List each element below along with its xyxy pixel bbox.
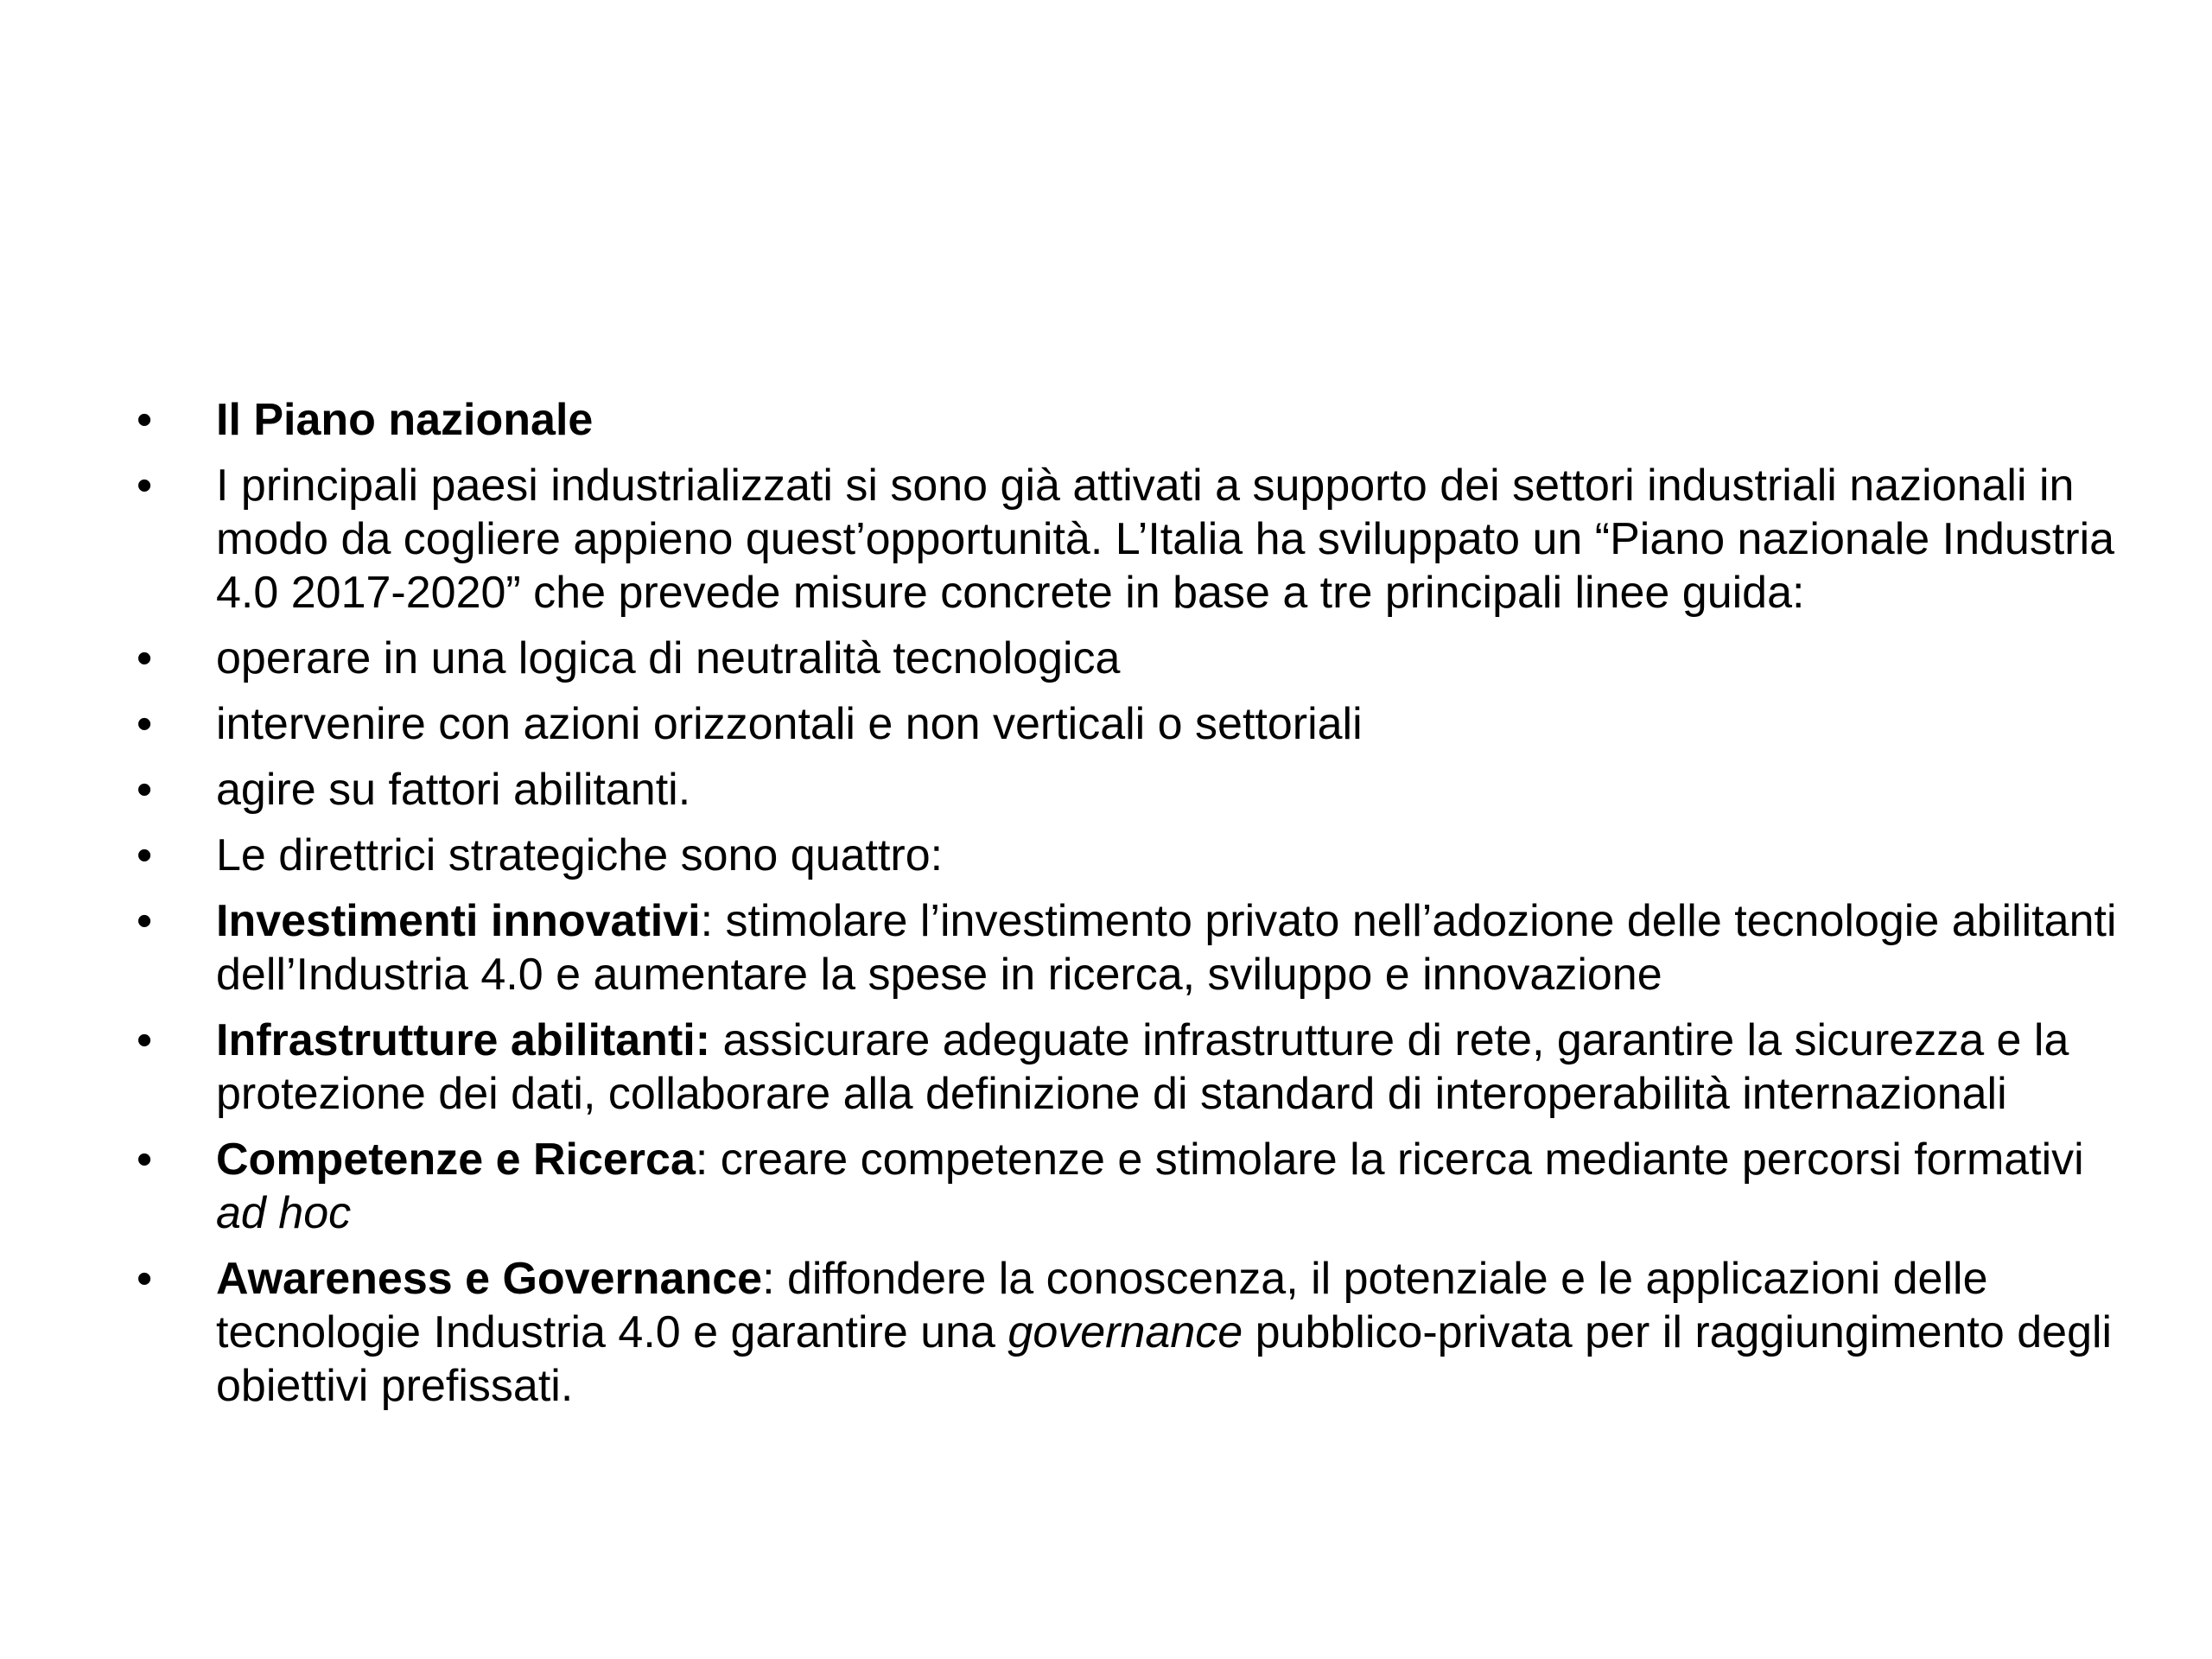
- item-heading: Il Piano nazionale: [216, 395, 594, 445]
- bullet-item-awareness: [130, 1252, 2117, 1413]
- item-italic: governance: [1007, 1307, 1243, 1357]
- bullet-item-infrastrutture: [130, 1014, 2117, 1121]
- bullet-item-investimenti: [130, 894, 2117, 1001]
- item-heading: Competenze e Ricerca: [216, 1135, 696, 1185]
- bullet-item-fattori-abilitanti: [130, 763, 2117, 817]
- bullet-icon: •: [137, 1135, 153, 1185]
- bullet-icon: •: [137, 395, 153, 445]
- item-text: : creare competenze e stimolare la ricerca mediante percorsi formativi: [695, 1135, 2084, 1185]
- bullet-icon: •: [137, 765, 153, 815]
- bullet-icon: •: [137, 830, 153, 880]
- item-text: : stimolare l’investimento privato nell’adozione delle tecnologie abilitanti dell’Industria 4.0 e aumentare la spese in ricerca, sviluppo e innovazione: [216, 896, 2117, 1000]
- bullet-icon: •: [137, 1254, 153, 1304]
- bullet-item-azioni-orizzontali: [130, 697, 2117, 751]
- bullet-list: [130, 393, 2117, 1413]
- bullet-icon: •: [137, 461, 153, 511]
- item-text-continued: pubblico-privata per il raggiungimento degli obiettivi prefissati.: [216, 1307, 2113, 1411]
- bullet-icon: •: [137, 1015, 153, 1065]
- item-heading: Infrastrutture abilitanti:: [216, 1015, 711, 1065]
- item-text: operare in una logica di neutralità tecnologica: [216, 633, 1121, 683]
- bullet-icon: •: [137, 699, 153, 749]
- item-heading: Awareness e Governance: [216, 1254, 763, 1304]
- item-text: assicurare adeguate infrastrutture di rete, garantire la sicurezza e la protezione dei dati, collaborare alla definizione di standard di interoperabilità internazionali: [216, 1015, 2069, 1119]
- bullet-item-neutralita: [130, 632, 2117, 685]
- item-text: intervenire con azioni orizzontali e non verticali o settoriali: [216, 699, 1363, 749]
- bullet-item-piano-nazionale: [130, 393, 2117, 447]
- item-text: agire su fattori abilitanti.: [216, 765, 691, 815]
- bullet-icon: •: [137, 896, 153, 946]
- bullet-item-direttrici: [130, 829, 2117, 882]
- slide-body: [130, 393, 2117, 1425]
- bullet-icon: •: [137, 633, 153, 683]
- item-text: : diffondere la conoscenza, il potenziale e le applicazioni delle tecnologie Industria 4.0 e garantire una: [216, 1254, 1988, 1357]
- bullet-item-intro: [130, 459, 2117, 620]
- item-heading: Investimenti innovativi: [216, 896, 701, 946]
- item-text: I principali paesi industrializzati si sono già attivati a supporto dei settori industriali nazionali in modo da cogliere appieno quest’opportunità. L’Italia ha sviluppato un “Piano nazionale Industria 4.0 2017-2020” che prevede misure concrete in base a tre principali linee guida:: [216, 461, 2115, 618]
- item-text: Le direttrici strategiche sono quattro:: [216, 830, 944, 880]
- item-italic: ad hoc: [216, 1188, 352, 1238]
- bullet-item-competenze: [130, 1133, 2117, 1240]
